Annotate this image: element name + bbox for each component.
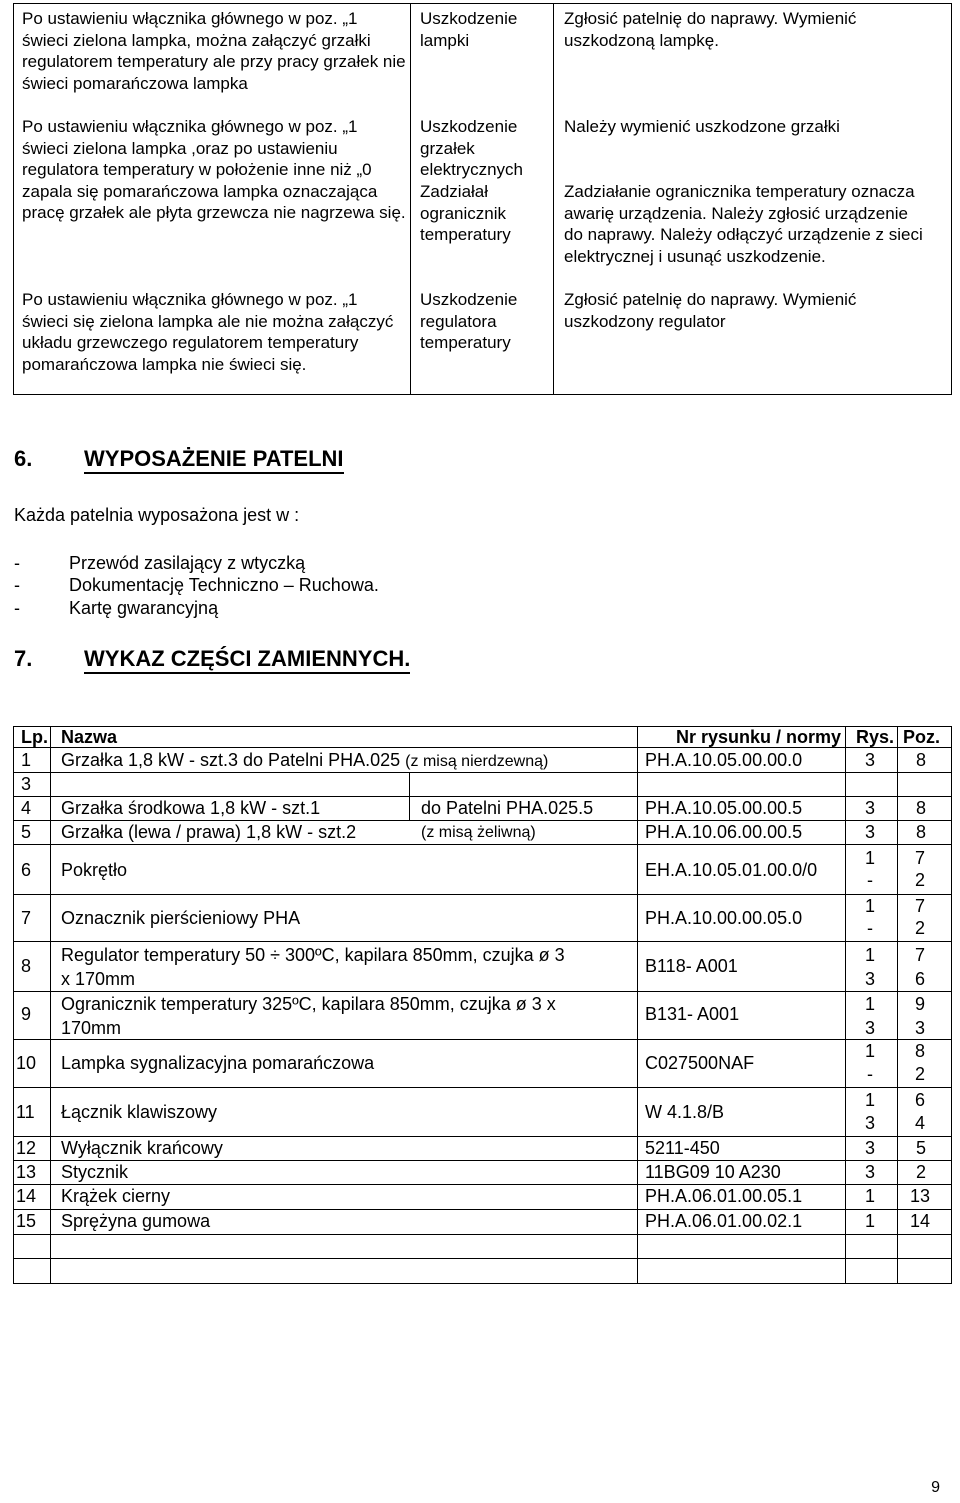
part-drawing: PH.A.06.01.00.05.1 [645, 1186, 803, 1206]
part-poz: 8 [916, 798, 927, 818]
column-divider [553, 4, 554, 394]
header-lp: Lp. [21, 727, 48, 747]
header-drawing: Nr rysunku / normy [675, 727, 841, 747]
part-poz: 7 2 [914, 848, 925, 890]
part-rys: 3 [865, 750, 876, 770]
part-note: (z misą żeliwną) [421, 824, 536, 841]
part-poz: 6 4 [914, 1090, 925, 1133]
part-lp: 13 [16, 1162, 37, 1182]
part-drawing: B131- A001 [645, 1004, 740, 1024]
part-poz: 7 2 [914, 896, 925, 938]
list-item-text: Dokumentację Techniczno – Ruchowa. [69, 575, 379, 595]
symptom-cell: Po ustawieniu włącznika głównego w poz. „1 świeci się zielona lampka ale nie można załączyć układu grzewczego regulatorem temperatury pomarańczowa lampka nie świeci się. [22, 290, 394, 374]
part-rys: 1 3 [864, 1090, 875, 1133]
part-name: Łącznik klawiszowy [61, 1102, 218, 1122]
part-name: Pokrętło [61, 860, 128, 880]
part-rys: 3 [865, 798, 876, 818]
part-poz: 8 [916, 750, 927, 770]
part-drawing: PH.A.10.00.00.05.0 [645, 908, 803, 928]
part-name [61, 749, 548, 773]
part-rys: 1 - [864, 1041, 875, 1084]
column-line [951, 726, 952, 1235]
part-rys: 1 [865, 1211, 876, 1231]
remedy-cell: Zgłosić patelnię do naprawy. Wymienić uszkodzony regulator [564, 290, 857, 331]
part-name: Wyłącznik krańcowy [61, 1138, 223, 1158]
part-name: Stycznik [61, 1162, 129, 1182]
part-poz: 13 [910, 1186, 931, 1206]
symptom-cell: Po ustawieniu włącznika głównego w poz. „1 świeci zielona lampka ,oraz po ustawieniu regulatora temperatury w położenie inne niż „0 zapala się pomarańczowa lampka oznaczająca pracę grzałek ale płyta grzewcza nie nagrzewa się. [22, 117, 406, 222]
part-rys: 1 - [864, 848, 875, 890]
section-number: 6. [14, 446, 33, 471]
spare-parts-table [13, 726, 952, 1235]
column-divider [410, 4, 411, 394]
section-number: 7. [14, 646, 33, 671]
part-poz: 5 [916, 1138, 927, 1158]
list-item [14, 553, 305, 574]
part-lp: 10 [16, 1053, 37, 1073]
part-lp: 15 [16, 1211, 37, 1231]
part-drawing: W 4.1.8/B [645, 1102, 725, 1122]
list-item-text: Przewód zasilający z wtyczką [69, 553, 306, 573]
part-drawing: 5211-450 [645, 1138, 720, 1158]
part-drawing: EH.A.10.05.01.00.0/0 [645, 860, 818, 880]
part-rys: 1 3 [864, 994, 875, 1038]
section-title: WYPOSAŻENIE PATELNI [84, 446, 344, 474]
header-name: Nazwa [61, 727, 118, 747]
cause-cell: Zadziałał ogranicznik temperatury [420, 182, 511, 244]
column-line [13, 726, 14, 1235]
symptom-cell: Po ustawieniu włącznika głównego w poz. „1 świeci zielona lampka, można załączyć grzałki regulatorem temperatury ale przy pracy grzałek nie świeci pomarańczowa lampka [22, 9, 406, 93]
part-poz: 7 6 [914, 945, 925, 989]
part-lp: 11 [16, 1102, 35, 1122]
section-6-heading [14, 446, 344, 472]
part-name: Sprężyna gumowa [61, 1211, 211, 1231]
part-lp: 4 [21, 798, 32, 818]
part-name: Ogranicznik temperatury 325ºC, kapilara 850mm, czujka ø 3 x 170mm [61, 994, 556, 1038]
part-name: Regulator temperatury 50 ÷ 300ºC, kapilara 850mm, czujka ø 3 x 170mm [61, 945, 565, 989]
part-poz: 2 [916, 1162, 927, 1182]
part-rys: 3 [865, 822, 876, 842]
part-rys: 1 3 [864, 945, 875, 989]
part-poz: 9 3 [914, 994, 925, 1038]
part-lp: 3 [21, 774, 32, 794]
part-rys: 3 [865, 1162, 876, 1182]
part-lp: 1 [21, 750, 32, 770]
part-poz: 8 [916, 822, 927, 842]
remedy-cell: Należy wymienić uszkodzone grzałki [564, 117, 840, 136]
list-item [14, 598, 218, 619]
part-lp: 6 [21, 860, 32, 880]
part-rys: 1 [865, 1186, 876, 1206]
part-name: Lampka sygnalizacyjna pomarańczowa [61, 1053, 375, 1073]
dash: - [14, 575, 20, 595]
part-lp: 5 [21, 822, 32, 842]
part-note: do Patelni PHA.025.5 [421, 798, 594, 818]
part-name: Grzałka środkowa 1,8 kW - szt.1 [61, 798, 321, 818]
list-item-text: Kartę gwarancyjną [69, 598, 219, 618]
page-number: 9 [931, 1479, 940, 1496]
cause-cell: Uszkodzenie grzałek elektrycznych [420, 117, 523, 179]
part-drawing: C027500NAF [645, 1053, 755, 1073]
dash: - [14, 553, 20, 573]
part-rys: 3 [865, 1138, 876, 1158]
section-7-heading [14, 646, 410, 672]
remedy-cell: Zadziałanie ogranicznika temperatury oznacza awarię urządzenia. Należy zgłosić urządzenie do naprawy. Należy odłączyć urządzenie z sieci elektrycznej i usunąć uszkodzenie. [564, 182, 923, 266]
part-drawing: PH.A.10.05.00.00.0 [645, 750, 803, 770]
part-lp: 9 [21, 1004, 32, 1024]
part-drawing: 11BG09 10 A230 [645, 1162, 781, 1182]
remedy-cell: Zgłosić patelnię do naprawy. Wymienić uszkodzoną lampkę. [564, 9, 857, 50]
part-poz: 14 [910, 1211, 931, 1231]
list-item [14, 575, 379, 596]
dash: - [14, 598, 20, 618]
part-rys: 1 - [864, 896, 875, 938]
cause-cell: Uszkodzenie regulatora temperatury [420, 290, 518, 352]
part-drawing: PH.A.10.06.00.00.5 [645, 822, 803, 842]
troubleshooting-table [13, 3, 952, 395]
section-title: WYKAZ CZĘŚCI ZAMIENNYCH. [84, 646, 410, 674]
part-lp: 8 [21, 956, 32, 976]
header-rys: Rys. [856, 727, 895, 747]
part-drawing: B118- A001 [645, 956, 738, 976]
header-poz: Poz. [903, 727, 941, 747]
part-note: (z misą nierdzewną) [405, 753, 549, 770]
part-drawing: PH.A.06.01.00.02.1 [645, 1211, 803, 1231]
part-lp: 14 [16, 1186, 37, 1206]
part-poz: 8 2 [914, 1041, 925, 1084]
part-lp: 12 [16, 1138, 37, 1158]
cause-cell: Uszkodzenie lampki [420, 9, 518, 50]
part-name: Oznacznik pierścieniowy PHA [61, 908, 301, 928]
part-name: Grzałka (lewa / prawa) 1,8 kW - szt.2 [61, 822, 357, 842]
equipment-intro: Każda patelnia wyposażona jest w : [14, 505, 300, 525]
part-lp: 7 [21, 908, 32, 928]
part-name-text: Grzałka 1,8 kW - szt.3 do Patelni PHA.025 [61, 750, 401, 770]
part-name: Krążek cierny [61, 1186, 171, 1206]
part-drawing: PH.A.10.05.00.00.5 [645, 798, 803, 818]
empty-rows [13, 1234, 952, 1284]
